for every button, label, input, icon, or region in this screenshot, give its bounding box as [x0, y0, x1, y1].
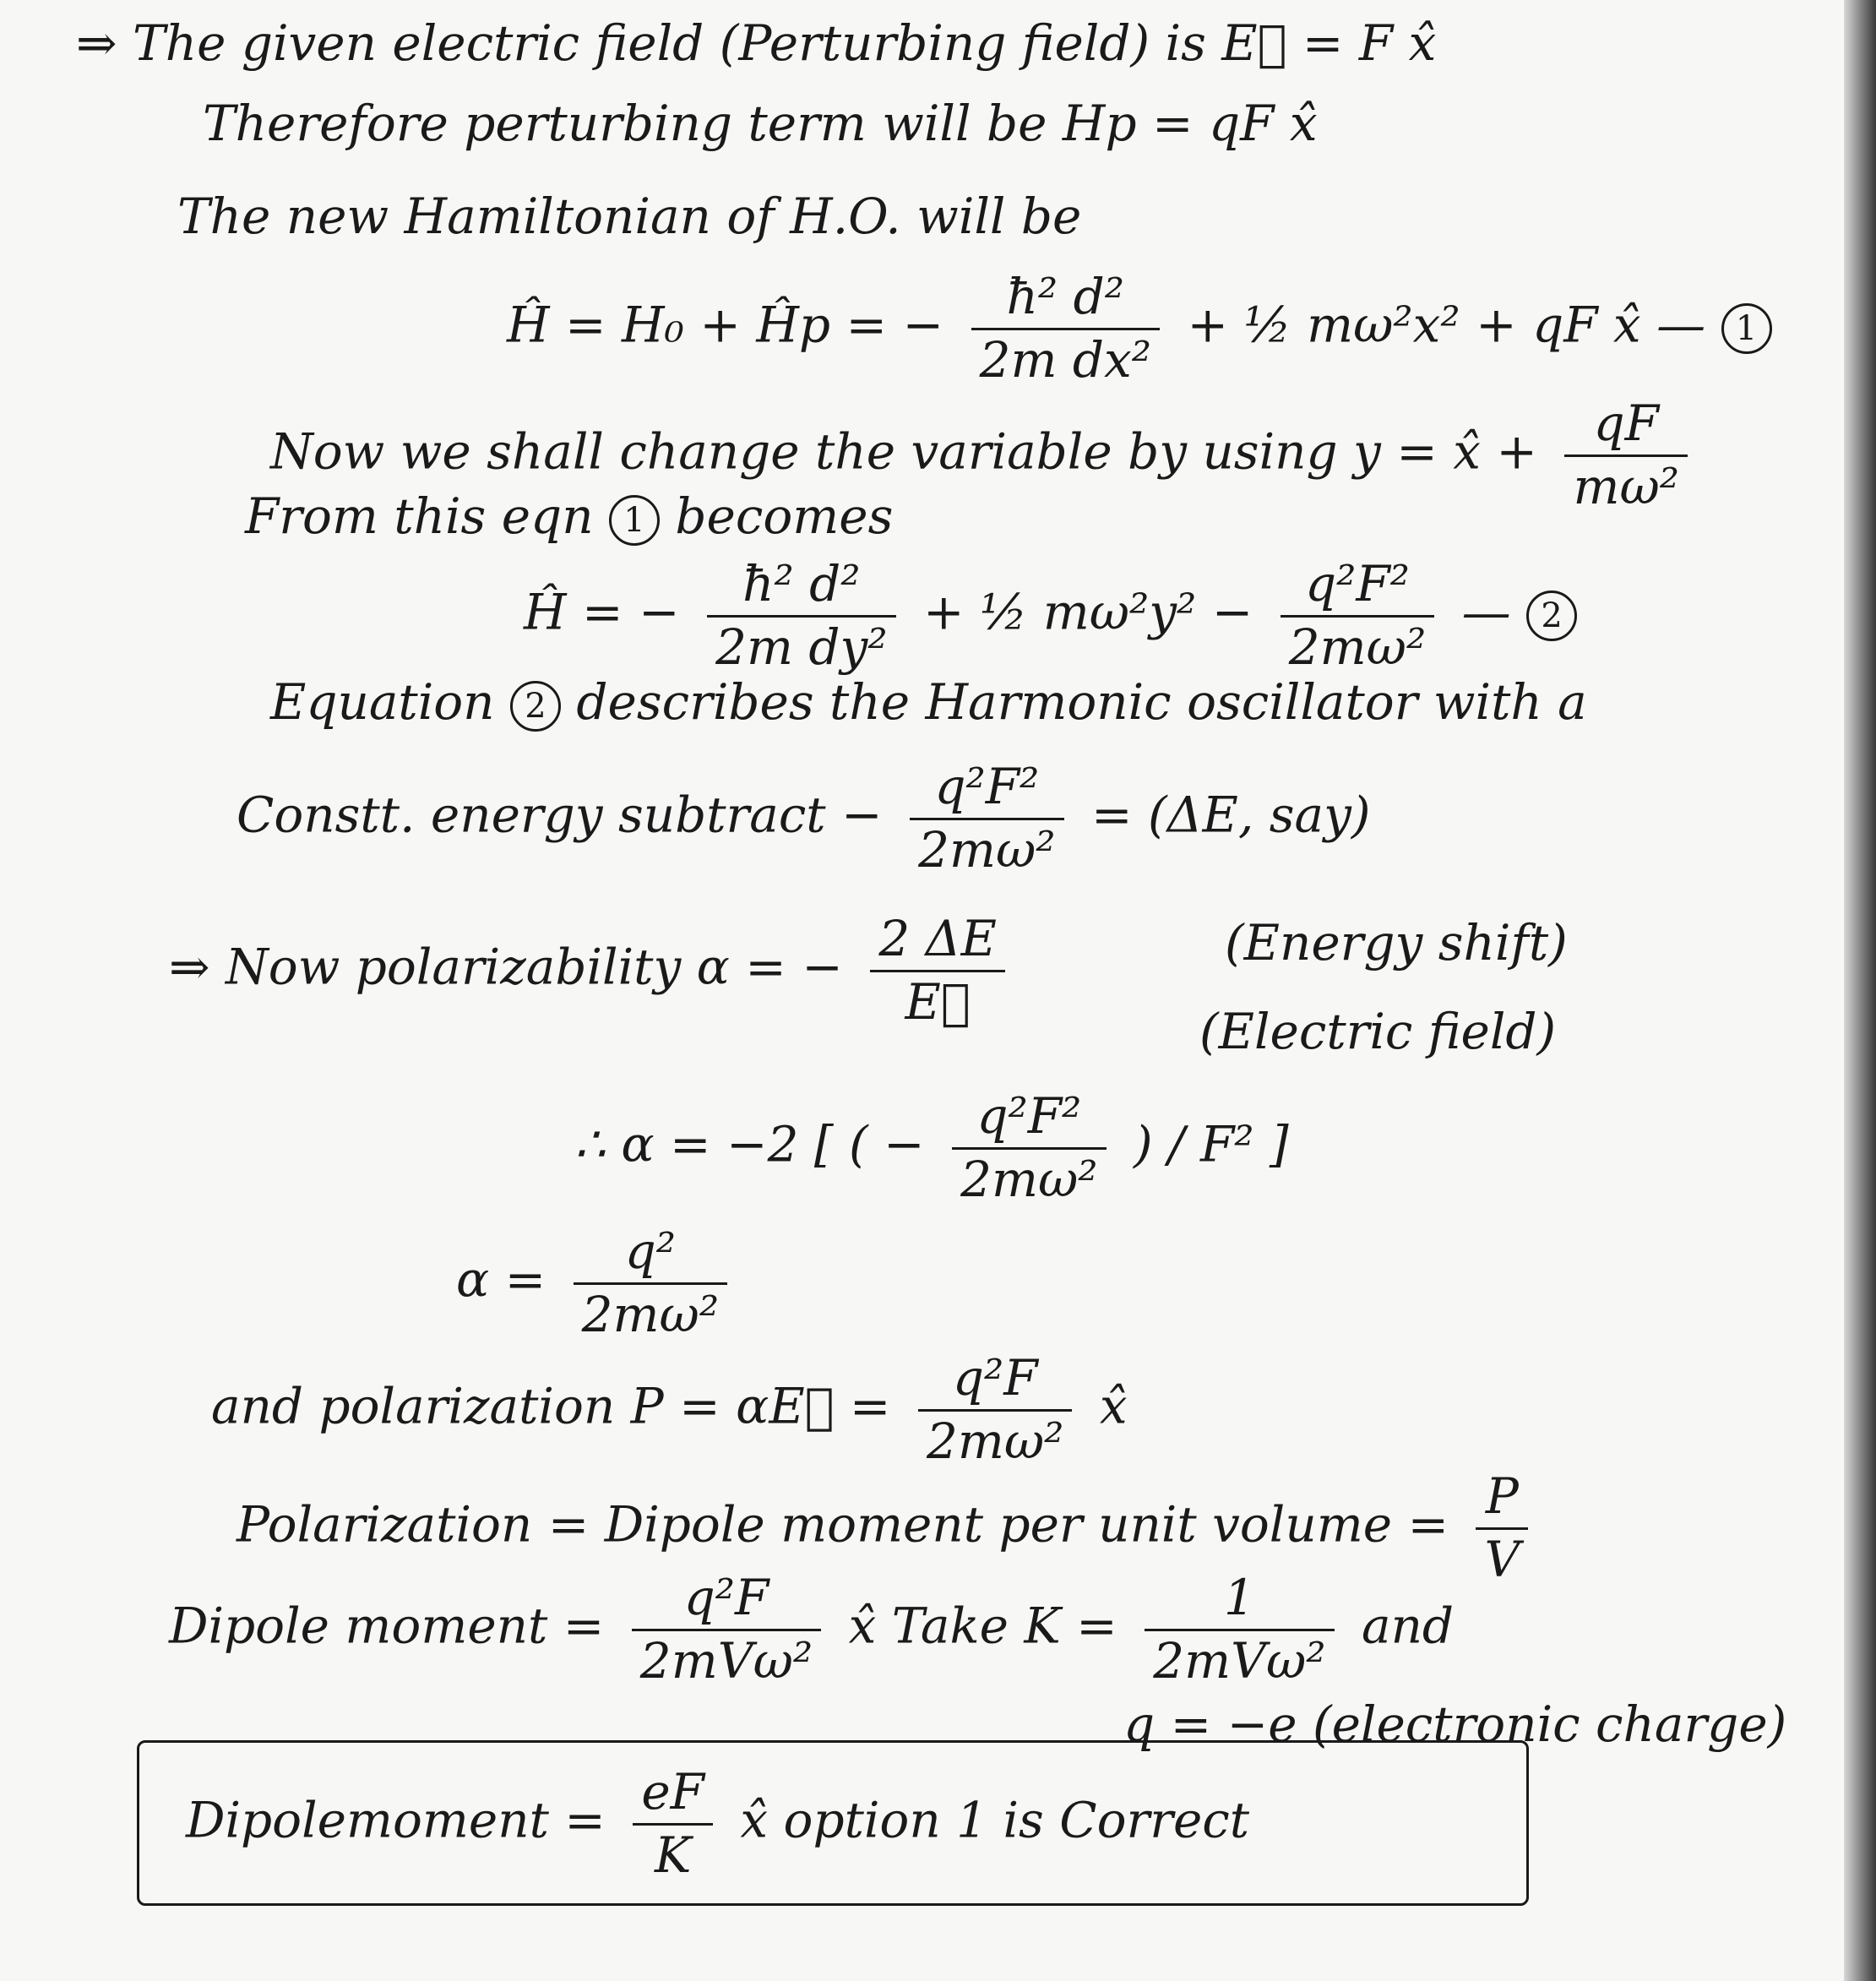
text-polarizability: ⇒ Now polarizability α = − — [169, 938, 843, 996]
eq1-number: 1 — [1721, 303, 1772, 354]
eq2-fraction-1 — [707, 555, 895, 676]
eq2-frac2-den: 2mω² — [1288, 618, 1427, 676]
line-constant-energy — [237, 760, 1370, 878]
alpha-sub-den: 2mω² — [960, 1150, 1098, 1208]
final-num: eF — [633, 1766, 713, 1826]
eqn-ref-1: 1 — [609, 495, 660, 546]
polarization-den: 2mω² — [926, 1412, 1064, 1470]
eq1-frac-den: 2m dx² — [979, 330, 1152, 389]
polarizability-den: E⃗ — [905, 972, 971, 1031]
line-eqn-becomes — [245, 487, 894, 546]
text-becomes: becomes — [675, 487, 894, 545]
eq2-fraction-2 — [1281, 555, 1434, 676]
line-polarization-definition — [237, 1467, 1540, 1588]
line-electric-field — [76, 14, 1437, 72]
eq1-frac-num: ħ² d² — [971, 270, 1160, 330]
dipole-fraction — [632, 1571, 821, 1689]
line-dipole-moment — [169, 1571, 1454, 1689]
alpha-sub-left: ∴ α = −2 [ ( − — [574, 1115, 925, 1173]
substitution-num: qF — [1564, 397, 1688, 457]
energy-frac-den: 2mω² — [918, 820, 1056, 879]
eq2-middle: + ½ mω²y² − — [923, 583, 1253, 641]
substitution-fraction — [1564, 397, 1688, 514]
line-new-hamiltonian — [177, 190, 1081, 244]
eq2-left: Ĥ = − — [524, 583, 680, 641]
k-fraction — [1145, 1571, 1334, 1689]
text-dipole-moment: Dipole moment = — [169, 1597, 605, 1655]
text-from-this-eqn: From this eqn — [245, 487, 594, 545]
text-new-hamiltonian: The new Hamiltonian of H.O. will be — [177, 188, 1082, 245]
polarizability-fraction — [870, 912, 1005, 1030]
eq2-frac2-num: q²F² — [1281, 558, 1434, 618]
eq1-left: Ĥ = H₀ + Ĥp = − — [507, 296, 944, 354]
polarization-left: and polarization P = αE⃗ = — [211, 1377, 891, 1435]
equation-2: Ĥ = − $\frac{\text{ħ² d²}}{\text{2m dy²}}$ + ½ mω²y² − $\frac{\text{q²F²}}{\text{2mω²}}$ — 2 — [524, 558, 1577, 675]
equation-alpha-substituted — [574, 1087, 1289, 1208]
eq2-frac1-num: ħ² d² — [707, 558, 895, 618]
p-over-v-den: V — [1484, 1530, 1520, 1588]
text-describes: describes the Harmonic oscillator with a — [576, 673, 1587, 731]
eqn-ref-2: 2 — [510, 681, 561, 732]
text-electric-field-note: (Electric field) — [1199, 1003, 1557, 1060]
final-dipole-moment-label: Dipolemoment = — [186, 1791, 606, 1849]
energy-fraction — [910, 760, 1063, 878]
page-edge-shadow — [1844, 0, 1876, 1981]
line-polarizability — [169, 912, 1017, 1030]
note-electric-field — [1199, 1005, 1556, 1059]
text-take-k: x̂ Take K = — [848, 1597, 1117, 1655]
dipole-den: 2mVω² — [639, 1631, 813, 1690]
substitution-den: mω² — [1573, 457, 1679, 515]
text-electron-charge: q = −e (electronic charge) — [1123, 1695, 1787, 1753]
alpha-result-den: 2mω² — [581, 1285, 720, 1343]
p-over-v-fraction — [1476, 1467, 1528, 1588]
text-equation: Equation — [270, 673, 495, 731]
polarization-num: q²F — [918, 1352, 1072, 1412]
alpha-result-fraction — [574, 1222, 727, 1343]
alpha-sub-fraction — [952, 1087, 1106, 1208]
text-polarization-definition: Polarization = Dipole moment per unit volume = — [237, 1495, 1449, 1554]
polarization-unit-vector: x̂ — [1099, 1377, 1128, 1435]
eq1-right: + ½ mω²x² + qF x̂ — — [1187, 296, 1706, 354]
text-constant-energy: Constt. energy subtract − — [237, 786, 883, 844]
equation-1 — [507, 270, 1772, 388]
alpha-sub-num: q²F² — [952, 1090, 1106, 1150]
eq1-fraction — [971, 270, 1160, 388]
final-option-correct: x̂ option 1 is Correct — [740, 1791, 1250, 1849]
text-electric-field: ⇒ The given electric field (Perturbing field) is E⃗ = F x̂ — [76, 14, 1437, 72]
polarizability-num: 2 ΔE — [870, 912, 1005, 972]
final-den: K — [654, 1826, 692, 1884]
energy-frac-num: q²F² — [910, 760, 1063, 820]
dipole-num: q²F — [632, 1571, 821, 1631]
alpha-result-num: q² — [574, 1225, 727, 1285]
equation-alpha-result — [456, 1222, 739, 1343]
text-delta-e: = (ΔE, say) — [1090, 786, 1371, 844]
p-over-v-num: P — [1476, 1470, 1528, 1530]
note-energy-shift — [1225, 914, 1568, 971]
final-fraction — [633, 1763, 713, 1884]
eq2-frac1-den: 2m dy² — [715, 618, 888, 676]
eq2-number: 2 — [1526, 590, 1577, 641]
alpha-sub-right: ) / F² ] — [1133, 1115, 1289, 1173]
k-den: 2mVω² — [1153, 1631, 1326, 1690]
polarization-fraction — [918, 1349, 1072, 1470]
line-perturbing-term — [203, 97, 1318, 151]
text-and: and — [1361, 1597, 1455, 1655]
k-num: 1 — [1145, 1571, 1334, 1631]
line-describes-oscillator — [270, 673, 1587, 732]
text-energy-shift: (Energy shift) — [1225, 914, 1568, 971]
equation-polarization — [211, 1349, 1128, 1470]
text-change-variable: Now we shall change the variable by using y = x̂ + — [270, 422, 1538, 481]
final-answer — [186, 1763, 1250, 1884]
text-perturbing-term: Therefore perturbing term will be Hp = qF x̂ — [203, 95, 1318, 152]
alpha-result-left: α = — [456, 1250, 546, 1309]
